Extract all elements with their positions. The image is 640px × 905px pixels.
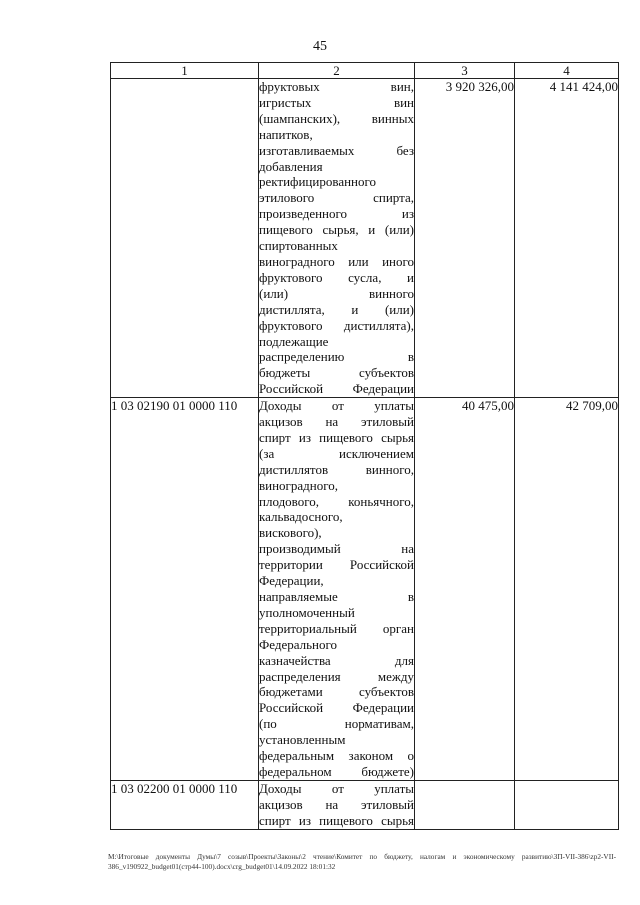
- description-line: Федерального: [259, 636, 338, 652]
- budget-code-cell: 1 03 02190 01 0000 110: [111, 398, 259, 781]
- description-line: бюджеты субъектов: [259, 365, 414, 381]
- budget-table: [110, 62, 619, 830]
- table-header-row: [111, 63, 619, 79]
- description-line: виноградного,: [259, 477, 338, 493]
- description-line: подлежащие: [259, 333, 329, 349]
- description-line: направляемые в: [259, 589, 414, 604]
- description-line: дистиллятов винного,: [259, 461, 414, 477]
- column-header-1: 1: [111, 63, 259, 79]
- description-line: бюджетами субъектов: [259, 684, 414, 700]
- description-line: уполномоченный: [259, 604, 355, 620]
- description-cell: [259, 780, 415, 829]
- description-line: казначейства для: [259, 652, 414, 668]
- description-line: плодового, коньячного,: [259, 493, 414, 509]
- description-line: Доходы от уплаты: [259, 398, 414, 414]
- description-line: Российской Федерации: [259, 381, 414, 397]
- description-line: федеральным законом о: [259, 748, 414, 764]
- column-header-2: 2: [259, 63, 415, 79]
- page-number: 45: [313, 39, 327, 54]
- description-line: вискового),: [259, 525, 322, 541]
- description-line: дистиллята, и (или): [259, 301, 414, 317]
- value-2024-cell: 42 709,00: [515, 398, 619, 781]
- table-row: [111, 79, 619, 398]
- description-line: производимый на: [259, 541, 414, 557]
- description-line: территории Российской: [259, 557, 414, 573]
- value-2024-cell: 4 141 424,00: [515, 79, 619, 398]
- file-path-footer: [108, 852, 616, 872]
- description-line: (за исключением: [259, 445, 414, 461]
- description-line: фруктового дистиллята),: [259, 317, 414, 333]
- description-line: пищевого сырья, и (или): [259, 222, 414, 238]
- description-line: распределения между: [259, 668, 414, 684]
- value-2023-cell: 40 475,00: [415, 398, 515, 781]
- description-line: Доходы от уплаты: [259, 780, 414, 796]
- description-line: спиртованных: [259, 238, 338, 254]
- description-cell: [259, 398, 415, 781]
- description-line: (шампанских), винных: [259, 110, 414, 126]
- description-line: федеральном бюджете): [259, 763, 414, 779]
- description-line: добавления: [259, 158, 323, 174]
- footer-line-2: 386_v190922_budget01(стр44-100).docx\crg_budget01\14.09.2022 18:01:32: [108, 862, 336, 871]
- description-line: ректифицированного: [259, 174, 377, 190]
- description-line: (по нормативам,: [259, 716, 414, 732]
- description-line: фруктового сусла, и: [259, 269, 414, 285]
- description-line: виноградного или иного: [259, 253, 414, 269]
- description-line: (или) винного: [259, 285, 414, 301]
- description-line: изготавливаемых без: [259, 142, 414, 158]
- table-row: [111, 398, 619, 781]
- description-line: игристых вин: [259, 94, 414, 110]
- column-header-3: 3: [415, 63, 515, 79]
- value-2024-cell: [515, 780, 619, 829]
- description-line: установленным: [259, 732, 346, 748]
- description-line: кальвадосного,: [259, 509, 343, 525]
- table-row: [111, 780, 619, 829]
- description-line: акцизов на этиловый: [259, 414, 414, 430]
- description-line: спирт из пищевого сырья: [259, 812, 414, 828]
- description-line: произведенного из: [259, 206, 414, 222]
- value-2023-cell: [415, 780, 515, 829]
- description-line: Российской Федерации: [259, 700, 414, 716]
- value-2023-cell: 3 920 326,00: [415, 79, 515, 398]
- description-line: акцизов на этиловый: [259, 796, 414, 812]
- budget-code-cell: 1 03 02200 01 0000 110: [111, 780, 259, 829]
- description-line: Федерации,: [259, 573, 324, 589]
- table-body: [111, 79, 619, 830]
- footer-line-1: М:\Итоговые документы Думы\7 созыв\Проекты\Законы\2 чтение\Комитет по бюджету, налогам и экономическому развитию\ЗП-VII-386\zp2-VII-: [108, 852, 616, 861]
- budget-code-cell: [111, 79, 259, 398]
- column-header-4: 4: [515, 63, 619, 79]
- description-line: напитков,: [259, 126, 313, 142]
- description-line: распределению в: [259, 349, 414, 365]
- description-cell: [259, 79, 415, 398]
- description-line: этилового спирта,: [259, 190, 414, 206]
- description-line: спирт из пищевого сырья: [259, 429, 414, 445]
- description-line: территориальный орган: [259, 620, 414, 636]
- description-line: фруктовых вин,: [259, 79, 414, 94]
